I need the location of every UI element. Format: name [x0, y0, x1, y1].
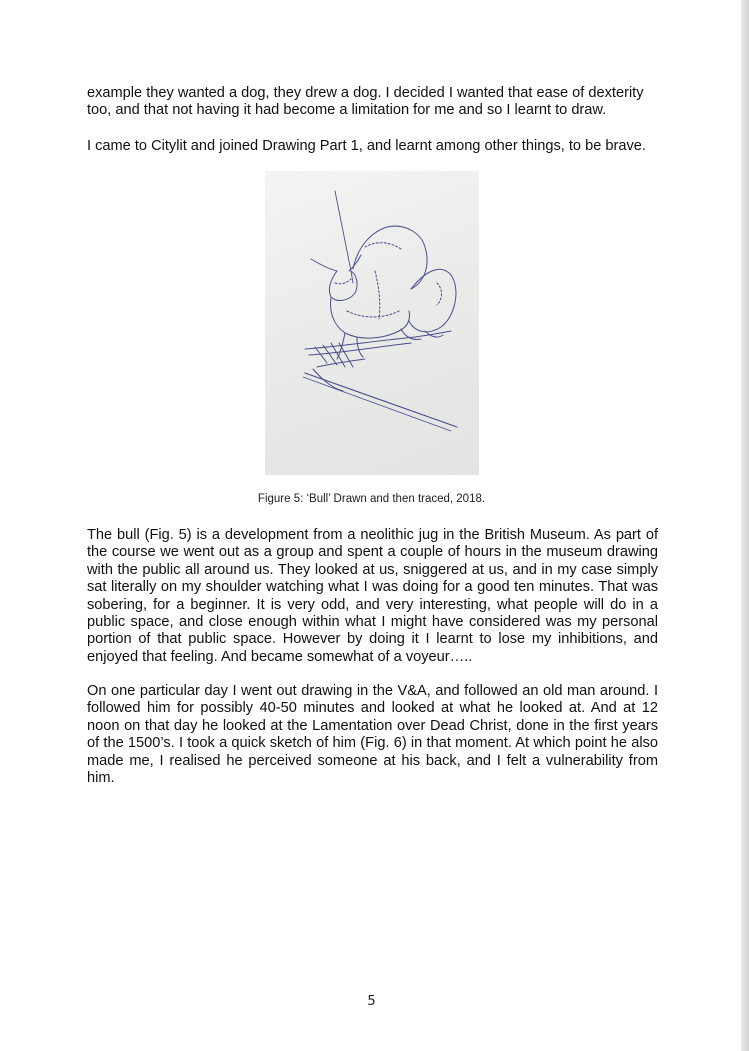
page-number: 5 — [367, 994, 376, 1009]
page-edge — [741, 0, 749, 1051]
figure-caption: Figure 5: ‘Bull’ Drawn and then traced, 2018. — [257, 493, 486, 505]
paragraph-va-old-man: On one particular day I went out drawing in the V&A, and followed an old man around. I followed him for possibly 40-50 minutes and looked at what he looked at. And at 12 noon on that day he looked at the Lamentation over Dead Christ, done in the first years of the 1500’s. I took a quick sketch of him (Fig. 6) in that moment. At which point he also made me, I realised he perceived someone at his back, and I felt a vulnerability from him. — [87, 683, 658, 787]
paragraph-dexterity: example they wanted a dog, they drew a dog. I decided I wanted that ease of dexterity too, and that not having it had become a limitation for me and so I learnt to draw. — [87, 85, 644, 119]
paragraph-bull: The bull (Fig. 5) is a development from a neolithic jug in the British Museum. As part of the course we went out as a group and spent a couple of hours in the museum drawing with the public all around us. They looked at us, sniggered at us, and in my case simply sat literally on my shoulder watching what I was doing for a good ten minutes. That was sobering, for a beginner. It is very odd, and very interesting, what people will do in a public space, and close enough within what I might have considered was my personal portion of that public space. However by doing it I learnt to lose my inhibitions, and enjoyed that feeling. And became somewhat of a voyeur….. — [87, 527, 658, 665]
paragraph-citylit: I came to Citylit and joined Drawing Part 1, and learnt among other things, to be brave. — [87, 138, 646, 154]
bull-sketch — [265, 171, 479, 475]
bull-drawing-figure — [265, 171, 479, 475]
